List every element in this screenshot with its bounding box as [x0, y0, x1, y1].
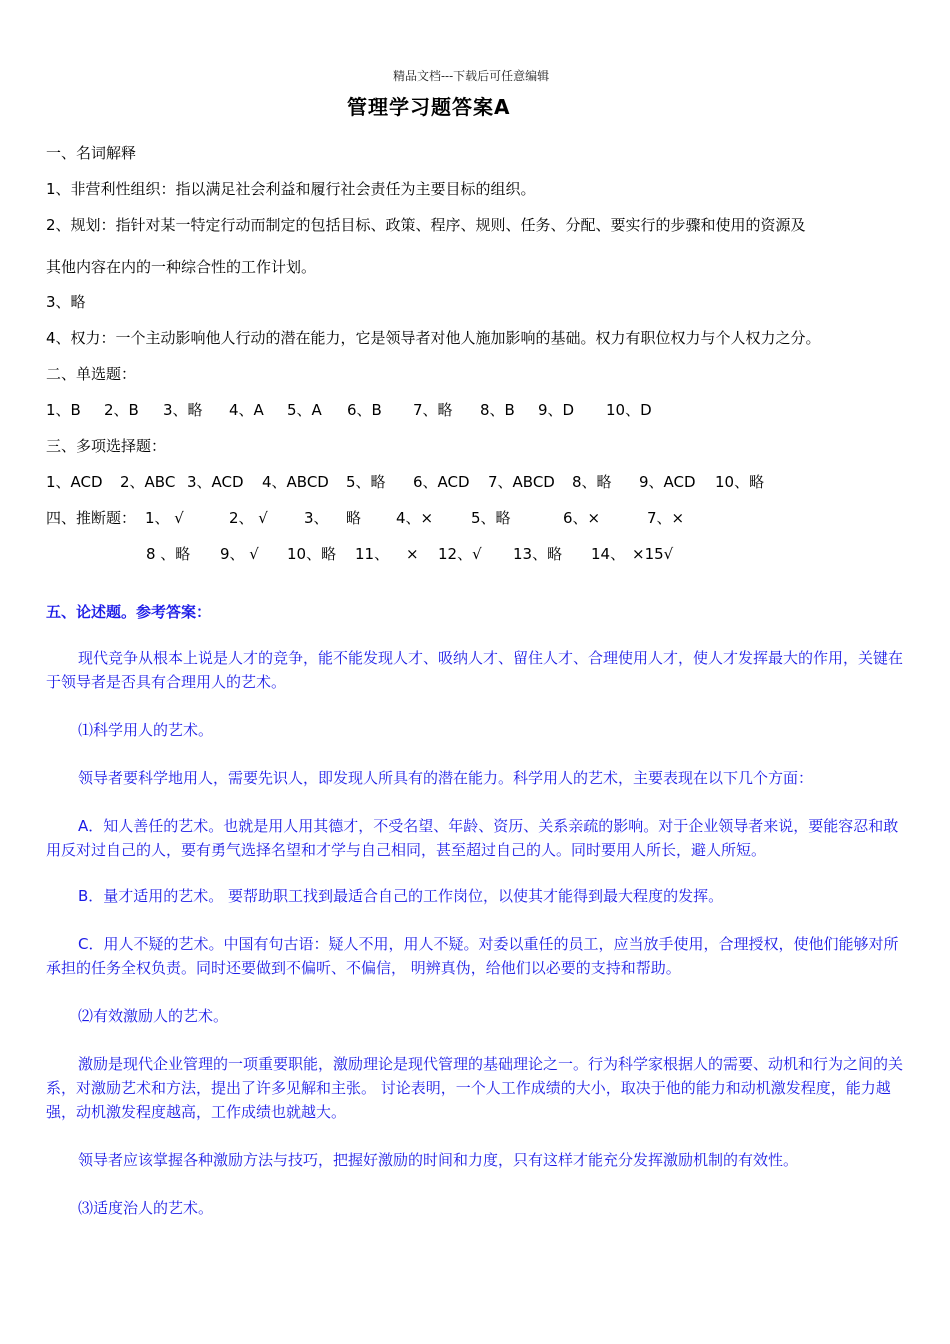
section1-heading: 一、名词解释	[46, 144, 137, 162]
answer-item: 13、略	[513, 545, 563, 563]
answer-item: 8 、略	[146, 545, 191, 563]
answer-item: 8、B	[480, 401, 515, 419]
essay-paragraph: 现代竞争从根本上说是人才的竞争，能不能发现人才、吸纳人才、留住人才、合理使用人才，使人才发挥最大的作用，关键在于领导者是否具有合理用人的艺术。	[46, 649, 904, 691]
essay-subheading: ⑴科学用人的艺术。	[78, 721, 214, 739]
answer-item: 9、ACD	[639, 473, 696, 491]
answer-item: 12、√	[438, 545, 482, 563]
answer-item: 9、 √	[220, 545, 259, 563]
essay-paragraph: C．用人不疑的艺术。中国有句古语：疑人不用，用人不疑。对委以重任的员工，应当放手使用，合理授权，使他们能够对所承担的任务全权负责。同时还要做到不偏听、不偏信， 明辨真伪，给他们以必要的支持和帮助。	[46, 935, 899, 977]
answer-item: 10、略	[715, 473, 765, 491]
answer-item: 10、D	[606, 401, 652, 419]
answer-item: 略	[346, 509, 362, 527]
section5-heading: 五、论述题。参考答案：	[46, 603, 212, 621]
definition-item: 2、规划：指针对某一特定行动而制定的包括目标、政策、程序、规则、任务、分配、要实行的步骤和使用的资源及	[46, 216, 806, 234]
section4-heading: 四、推断题：	[46, 509, 137, 527]
essay-paragraph: 领导者应该掌握各种激励方法与技巧，把握好激励的时间和力度，只有这样才能充分发挥激励机制的有效性。	[78, 1151, 799, 1169]
definition-item: 其他内容在内的一种综合性的工作计划。	[46, 258, 317, 276]
section2-heading: 二、单选题：	[46, 365, 137, 383]
definition-item: 4、权力：一个主动影响他人行动的潜在能力，它是领导者对他人施加影响的基础。权力有职位权力与个人权力之分。	[46, 329, 821, 347]
answer-item: 6、×	[563, 509, 601, 527]
answer-item: 8、略	[572, 473, 612, 491]
answer-item: 7、ABCD	[488, 473, 555, 491]
watermark-header: 精品文档---下载后可任意编辑	[393, 69, 550, 83]
answer-item: 9、D	[538, 401, 575, 419]
answer-item: 1、ACD	[46, 473, 103, 491]
answer-item: 14、	[591, 545, 626, 563]
answer-item: 10、略	[287, 545, 337, 563]
answer-item: 6、B	[347, 401, 382, 419]
answer-item: 5、略	[346, 473, 386, 491]
answer-item: 3、	[304, 509, 329, 527]
answer-item: ×	[406, 545, 419, 563]
definition-item: 3、略	[46, 293, 86, 311]
answer-item: 2、B	[104, 401, 139, 419]
answer-item: ×15√	[632, 545, 674, 563]
answer-item: 4、×	[396, 509, 434, 527]
essay-paragraph: A．知人善任的艺术。也就是用人用其德才，不受名望、年龄、资历、关系亲疏的影响。对于企业领导者来说，要能容忍和敢用反对过自己的人，要有勇气选择名望和才学与自己相同，甚至超过自己的人。同时要用人所长，避人所短。	[46, 817, 899, 859]
definition-item: 1、非营利性组织：指以满足社会利益和履行社会责任为主要目标的组织。	[46, 180, 536, 198]
essay-subheading: ⑵有效激励人的艺术。	[78, 1007, 229, 1025]
answer-item: 4、A	[229, 401, 264, 419]
essay-paragraph: 激励是现代企业管理的一项重要职能，激励理论是现代管理的基础理论之一。行为科学家根据人的需要、动机和行为之间的关系，对激励艺术和方法，提出了许多见解和主张。 讨论表明，一个人工作成绩的大小，取决于他的能力和动机激发程度，能力越强，动机激发程度越高，工作成绩也就越大。	[46, 1055, 904, 1121]
answer-item: 1、 √	[145, 509, 184, 527]
answer-item: 4、ABCD	[262, 473, 329, 491]
document-title: 管理学习题答案A	[347, 95, 511, 119]
answer-item: 3、ACD	[187, 473, 244, 491]
answer-item: 3、略	[163, 401, 203, 419]
answer-item: 11、	[355, 545, 390, 563]
essay-paragraph: 领导者要科学地用人，需要先识人，即发现人所具有的潜在能力。科学用人的艺术，主要表现在以下几个方面：	[78, 769, 814, 787]
essay-paragraph: B．量才适用的艺术。 要帮助职工找到最适合自己的工作岗位，以使其才能得到最大程度的发挥。	[78, 887, 724, 905]
answer-item: 6、ACD	[413, 473, 470, 491]
answer-item: 5、略	[471, 509, 511, 527]
essay-subheading: ⑶适度治人的艺术。	[78, 1199, 214, 1217]
answer-item: 7、×	[647, 509, 685, 527]
answer-item: 7、略	[413, 401, 453, 419]
answer-item: 1、B	[46, 401, 81, 419]
section3-heading: 三、多项选择题：	[46, 437, 167, 455]
answer-item: 5、A	[287, 401, 322, 419]
answer-item: 2、ABC	[120, 473, 176, 491]
answer-item: 2、 √	[229, 509, 268, 527]
